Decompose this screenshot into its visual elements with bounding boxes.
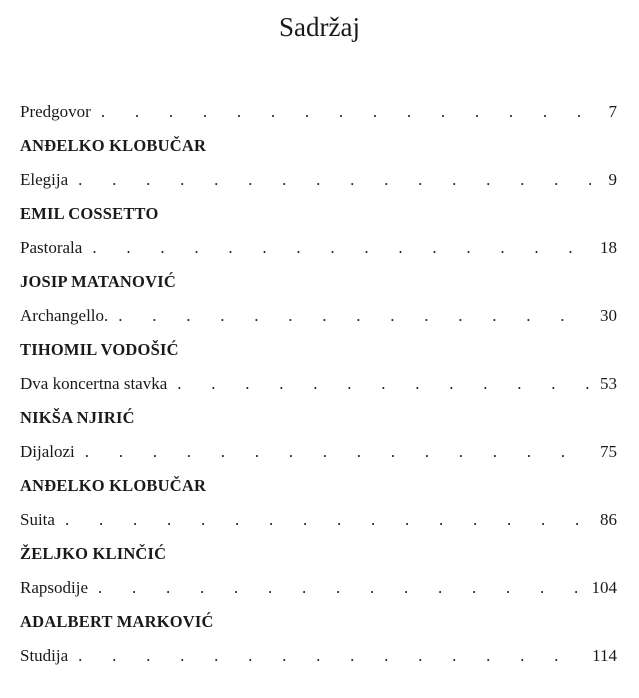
toc-author-heading: NIKŠA NJIRIĆ: [20, 408, 135, 427]
toc-entry-page: 18: [600, 238, 617, 257]
toc-entry-page: 75: [600, 442, 617, 461]
toc-entry-page: 9: [608, 170, 617, 189]
toc-entry-studija: [20, 639, 617, 673]
toc-entry-title: Elegija: [20, 170, 69, 189]
dot-leader: [65, 503, 591, 537]
dot-leader: [78, 163, 591, 197]
toc-author-heading: EMIL COSSETTO: [20, 204, 159, 223]
toc-entry-dijalozi: [20, 435, 617, 469]
toc-entry-title: Pastorala: [20, 238, 83, 257]
toc-entry-page: 30: [600, 306, 617, 325]
dot-leader: [101, 95, 591, 129]
dot-leader: [118, 299, 591, 333]
toc-entry-predgovor: [20, 95, 617, 129]
dot-leader: [78, 639, 586, 673]
dot-leader: [85, 435, 591, 469]
toc-author-heading: JOSIP MATANOVIĆ: [20, 272, 176, 291]
dot-leader: [177, 367, 591, 401]
toc-entry-archangello: [20, 299, 617, 333]
dot-leader: [92, 231, 591, 265]
toc-author-heading: ANĐELKO KLOBUČAR: [20, 136, 207, 155]
toc-entry-title: Rapsodije: [20, 578, 88, 597]
toc-entry-page: 104: [591, 578, 617, 597]
toc-entry-title: Predgovor: [20, 102, 91, 121]
toc-entry-suita: [20, 503, 617, 537]
toc-entry-pastorala: [20, 231, 617, 265]
toc-entry-elegija: [20, 163, 617, 197]
toc-entry-title: Studija: [20, 646, 69, 665]
toc-entry-title: Dva koncertna stavka: [20, 374, 168, 393]
toc-author-heading: ADALBERT MARKOVIĆ: [20, 612, 214, 631]
toc-author-heading: ŽELJKO KLINČIĆ: [20, 544, 167, 563]
toc-entry-page: 53: [600, 374, 617, 393]
toc-entry-title: Dijalozi: [20, 442, 75, 461]
toc-entry-page: 114: [592, 646, 617, 665]
page-title: Sadržaj: [279, 12, 360, 42]
toc-author-heading: ANĐELKO KLOBUČAR: [20, 476, 207, 495]
toc-entry-dva-koncertna-stavka: [20, 367, 617, 401]
toc-entry-page: 7: [608, 102, 617, 121]
toc-author-heading: TIHOMIL VODOŠIĆ: [20, 340, 179, 359]
toc-entry-title: Suita: [20, 510, 55, 529]
dot-leader: [98, 571, 586, 605]
table-of-contents: [20, 95, 617, 673]
toc-entry-title: Archangello.: [20, 306, 109, 325]
toc-entry-rapsodije: [20, 571, 617, 605]
toc-entry-page: 86: [600, 510, 617, 529]
